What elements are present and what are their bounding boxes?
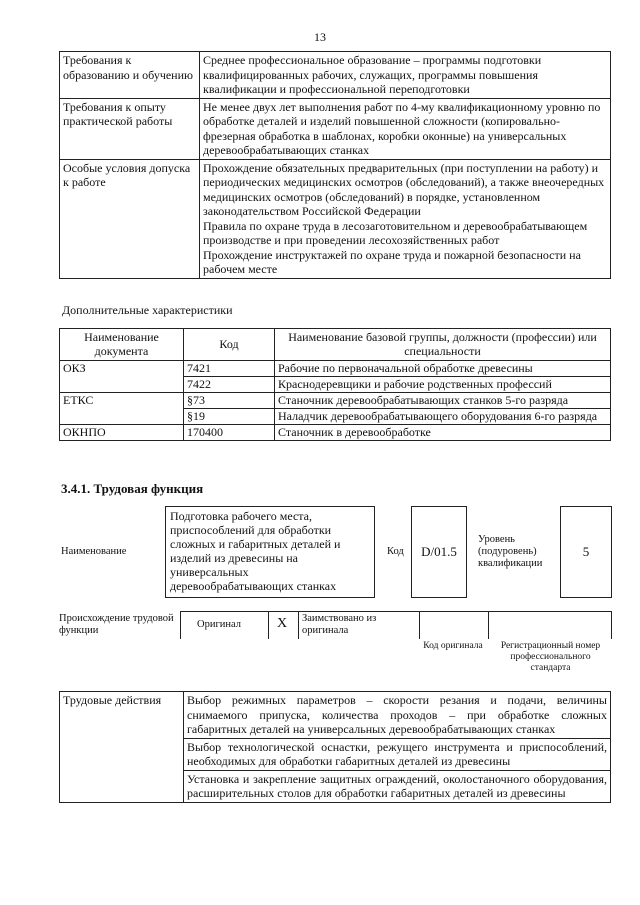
code-original-label: Код оригинала: [423, 641, 483, 651]
action-item: [184, 692, 611, 739]
additional-characteristics-table: [59, 328, 611, 441]
doc-cell: [60, 409, 184, 425]
table-row: [60, 361, 611, 377]
action-text: Установка и закрепление защитных ограждений, околостаночного оборудования, расширительных столов для обработки габаритных деталей из древесины: [187, 771, 607, 800]
function-name-box: Подготовка рабочего места, приспособлений для обработки сложных и габаритных деталей и изделий из древесины на универсальных деревообрабатывающих станках: [165, 506, 375, 598]
column-header: Код: [184, 329, 275, 361]
labor-actions-table: [59, 691, 611, 803]
table-row: [60, 692, 611, 739]
name-cell: Краснодеревщики и рабочие родственных профессий: [275, 377, 611, 393]
requirement-line: Правила по охране труда в лесозаготовительном и деревообрабатывающем производстве и при проведении лесохозяйственных работ: [203, 218, 588, 247]
table-header-row: [60, 329, 611, 361]
requirement-line: Прохождение инструктажей по охране труда и пожарной безопасности на рабочем месте: [203, 247, 581, 276]
name-label: Наименование: [61, 546, 127, 557]
requirement-value: [200, 52, 611, 99]
code-label: Код: [387, 546, 404, 557]
requirement-line: Не менее двух лет выполнения работ по 4-му квалификационному уровню по обработке деталей и изделий повышенной сложности (копировально-фрезерная обработка в шаблонах, коробки оконные) на универсальных деревообрабатывающих станках: [203, 99, 601, 157]
reg-number-label: Регистрационный номер профессионального стандарта: [500, 641, 601, 673]
additional-characteristics-title: Дополнительные характеристики: [62, 303, 233, 317]
doc-cell: [60, 377, 184, 393]
doc-cell: ОКНПО: [60, 425, 184, 441]
table-row: [60, 409, 611, 425]
table-row: [60, 377, 611, 393]
requirement-line: Прохождение обязательных предварительных (при поступлении на работу) и периодических медицинских осмотров (обследований), а также внеочередных медицинских осмотров (обследований) в порядке, установленном законодательством Российской Федерации: [203, 160, 605, 218]
column-header: Наименование документа: [60, 329, 184, 361]
origin-divider: [488, 611, 489, 639]
name-cell: Станочник в деревообработке: [275, 425, 611, 441]
origin-divider: [268, 611, 269, 639]
function-code-box: D/01.5: [411, 506, 467, 598]
origin-divider: [419, 611, 420, 639]
action-text: Выбор режимных параметров – скорости резания и подачи, величины снимаемого припуска, количества проходов – при обработке сложных габаритных деталей на универсальных деревообрабатывающих станках: [187, 693, 607, 736]
code-cell: §19: [184, 409, 275, 425]
origin-divider: [180, 611, 181, 639]
actions-label: Трудовые действия: [60, 692, 184, 803]
action-text: Выбор технологической оснастки, режущего инструмента и приспособлений, необходимых для обработки габаритных деталей из древесины: [187, 739, 607, 768]
origin-divider: [298, 611, 299, 639]
original-mark: X: [277, 616, 288, 631]
table-row: [60, 98, 611, 159]
table-row: [60, 425, 611, 441]
name-cell: Рабочие по первоначальной обработке древесины: [275, 361, 611, 377]
table-row: [60, 393, 611, 409]
table-row: [60, 52, 611, 99]
borrowed-label: Заимствовано из оригинала: [302, 613, 377, 636]
doc-cell: ОКЗ: [60, 361, 184, 377]
requirements-table: [59, 51, 611, 279]
origin-divider: [611, 611, 612, 639]
origin-label: Происхождение трудовой функции: [59, 613, 174, 636]
name-cell: Наладчик деревообрабатывающего оборудования 6-го разряда: [275, 409, 611, 425]
qualification-level-label: Уровень (подуровень) квалификации: [478, 534, 543, 569]
requirement-value: [200, 98, 611, 159]
requirement-label: Требования к опыту практической работы: [60, 98, 200, 159]
code-cell: 7421: [184, 361, 275, 377]
requirement-line: Среднее профессиональное образование – программы подготовки квалифицированных рабочих, служащих, программы повышения квалификации и профессиональной переподготовки: [203, 53, 542, 96]
code-cell: 170400: [184, 425, 275, 441]
action-item: [184, 770, 611, 802]
action-item: [184, 738, 611, 770]
code-cell: 7422: [184, 377, 275, 393]
qualification-level-box: 5: [560, 506, 612, 598]
requirement-value: [200, 159, 611, 278]
original-label: Оригинал: [197, 619, 241, 630]
section-heading: 3.4.1. Трудовая функция: [61, 481, 204, 496]
requirement-label: Требования к образованию и обучению: [60, 52, 200, 99]
name-cell: Станочник деревообрабатывающих станков 5-го разряда: [275, 393, 611, 409]
requirement-label: Особые условия допуска к работе: [60, 159, 200, 278]
page-number: 13: [314, 30, 326, 44]
table-row: [60, 159, 611, 278]
column-header: Наименование базовой группы, должности (профессии) или специальности: [275, 329, 611, 361]
code-cell: §73: [184, 393, 275, 409]
doc-cell: ЕТКС: [60, 393, 184, 409]
